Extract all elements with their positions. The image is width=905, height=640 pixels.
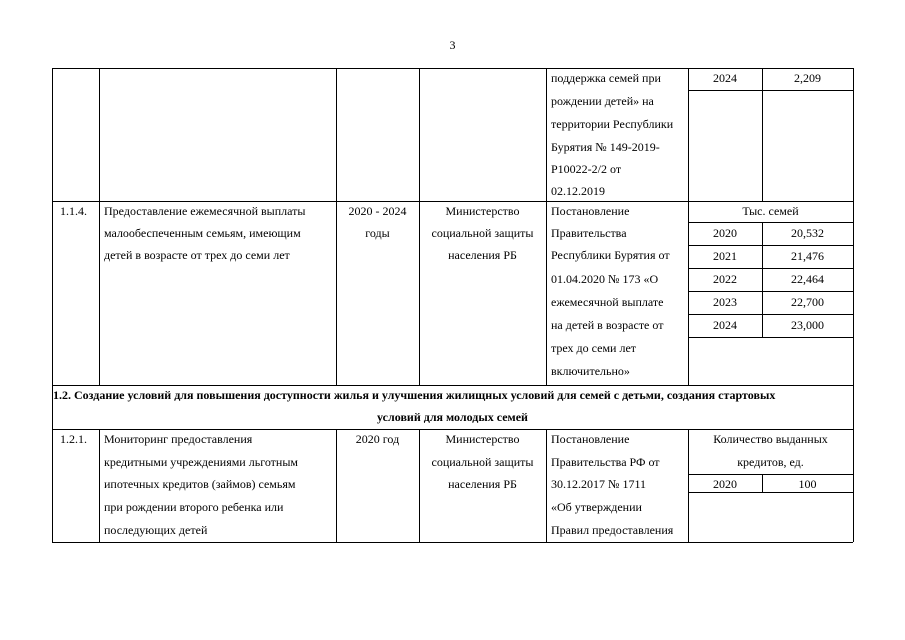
desc-line: Предоставление ежемесячной выплаты — [104, 204, 306, 218]
period-line: 2020 - 2024 — [348, 204, 407, 218]
doc-text-line: Бурятия № 149-2019- — [551, 140, 660, 154]
value-cell: 21,476 — [791, 249, 824, 263]
doc-text-line: на детей в возрасте от — [551, 318, 664, 332]
subrow-line — [688, 291, 853, 292]
doc-text-line: ежемесячной выплате — [551, 295, 664, 309]
unit-header: Количество выданных — [713, 432, 828, 446]
value-cell: 20,532 — [791, 226, 824, 240]
value-cell: 22,700 — [791, 295, 824, 309]
year-cell: 2023 — [713, 295, 737, 309]
col-divider — [99, 68, 100, 385]
desc-line: ипотечных кредитов (займов) семьям — [104, 477, 296, 491]
desc-line: кредитными учреждениями льготным — [104, 455, 298, 469]
doc-text-line: 02.12.2019 — [551, 184, 605, 198]
desc-line: при рождении второго ребенка или — [104, 500, 284, 514]
table-border-top — [52, 68, 853, 69]
executor-line: социальной защиты — [431, 455, 534, 469]
section-heading-cont: условий для молодых семей — [377, 410, 528, 424]
doc-text-line: поддержка семей при — [551, 71, 661, 85]
year-value-divider — [762, 68, 763, 201]
year-cell: 2020 — [713, 477, 737, 491]
subrow-line — [688, 492, 853, 493]
value-cell: 100 — [798, 477, 817, 491]
executor-line: населения РБ — [448, 248, 517, 262]
year-cell: 2024 — [713, 71, 737, 85]
row-line — [52, 201, 853, 202]
row-line — [52, 385, 853, 386]
executor-line: Министерство — [445, 432, 520, 446]
table-border-left — [52, 68, 53, 542]
desc-line: малообеспеченным семьям, имеющим — [104, 226, 301, 240]
doc-text-line: территории Республики — [551, 117, 674, 131]
executor-line: населения РБ — [448, 477, 517, 491]
year-cell: 2020 — [713, 226, 737, 240]
unit-header: Тыс. семей — [742, 204, 799, 218]
table-border-bottom — [52, 542, 853, 543]
doc-text-line: Постановление — [551, 432, 630, 446]
doc-text-line: Правил предоставления — [551, 523, 674, 537]
subrow-line — [688, 474, 853, 475]
table-border-right — [853, 68, 854, 542]
doc-text-line: рождении детей» на — [551, 94, 654, 108]
value-cell: 23,000 — [791, 318, 824, 332]
subrow-line — [688, 337, 853, 338]
doc-text-line: P10022-2/2 от — [551, 162, 622, 176]
col-divider — [546, 429, 547, 542]
desc-line: последующих детей — [104, 523, 208, 537]
subrow-line — [688, 268, 853, 269]
value-cell: 2,209 — [794, 71, 821, 85]
col-divider — [99, 429, 100, 542]
doc-text-line: включительно» — [551, 364, 630, 378]
row-number: 1.1.4. — [60, 204, 87, 218]
doc-text-line: Правительства — [551, 226, 627, 240]
executor-line: Министерство — [445, 204, 520, 218]
row-line — [52, 429, 853, 430]
col-divider — [546, 68, 547, 385]
doc-text-line: трех до семи лет — [551, 341, 637, 355]
page-number: 3 — [449, 38, 456, 52]
desc-line: Мониторинг предоставления — [104, 432, 253, 446]
desc-line: детей в возрасте от трех до семи лет — [104, 248, 290, 262]
doc-text-line: Республики Бурятия от — [551, 248, 670, 262]
doc-text-line: «Об утверждении — [551, 500, 642, 514]
year-cell: 2022 — [713, 272, 737, 286]
subrow-line — [688, 245, 853, 246]
value-cell: 22,464 — [791, 272, 824, 286]
period-line: 2020 год — [355, 432, 400, 446]
doc-text-line: 30.12.2017 № 1711 — [551, 477, 647, 491]
row-number: 1.2.1. — [60, 432, 87, 446]
year-cell: 2021 — [713, 249, 737, 263]
doc-text-line: 01.04.2020 № 173 «О — [551, 272, 659, 286]
executor-line: социальной защиты — [431, 226, 534, 240]
unit-header: кредитов, ед. — [737, 455, 804, 469]
doc-text-line: Правительства РФ от — [551, 455, 660, 469]
section-heading: 1.2. Создание условий для повышения доступности жилья и улучшения жилищных условий для семей с детьми, создания стартовых — [53, 388, 776, 402]
period-line: годы — [365, 226, 390, 240]
subrow-line — [688, 314, 853, 315]
subrow-line — [688, 222, 853, 223]
doc-text-line: Постановление — [551, 204, 630, 218]
year-cell: 2024 — [713, 318, 737, 332]
subrow-line — [688, 90, 853, 91]
